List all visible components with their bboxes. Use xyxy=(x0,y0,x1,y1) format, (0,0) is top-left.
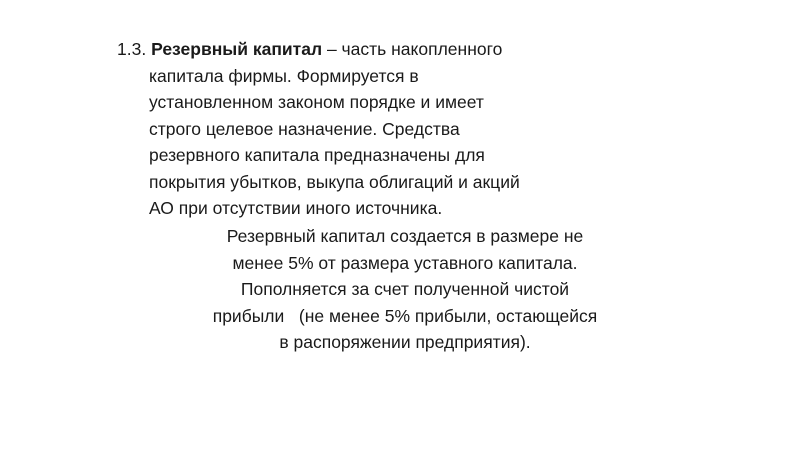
term-reserve-capital: Резервный капитал xyxy=(151,39,323,59)
paragraph1-line6: покрытия убытков, выкупа облигаций и акций xyxy=(149,171,520,192)
paragraph1-line7: АО при отсутствии иного источника. xyxy=(149,198,443,218)
paragraph-reserve-capital-size xyxy=(140,223,670,356)
paragraph1-line3: установленном законом порядке и имеет xyxy=(149,92,484,112)
paragraph1-line1 xyxy=(117,36,657,63)
paragraph2-line2: менее 5% от размера уставного капитала. xyxy=(232,252,578,273)
paragraph2-line1: Резервный капитал создается в размере не xyxy=(226,226,584,246)
paragraph1-line1-rest: – часть накопленного xyxy=(322,39,503,59)
section-number: 1.3. xyxy=(117,39,147,59)
paragraph2-line5: в распоряжении предприятия). xyxy=(279,332,531,352)
paragraph2-line4: прибыли (не менее 5% прибыли, остающейся xyxy=(212,305,598,326)
paragraph1-line4: строго целевое назначение. Средства xyxy=(149,118,460,139)
paragraph1-line5: резервного капитала предназначены для xyxy=(149,145,485,165)
paragraph-reserve-capital-definition xyxy=(117,36,657,222)
paragraph2-line3: Пополняется за счет полученной чистой xyxy=(240,279,570,299)
paragraph1-line2: капитала фирмы. Формируется в xyxy=(149,65,419,86)
